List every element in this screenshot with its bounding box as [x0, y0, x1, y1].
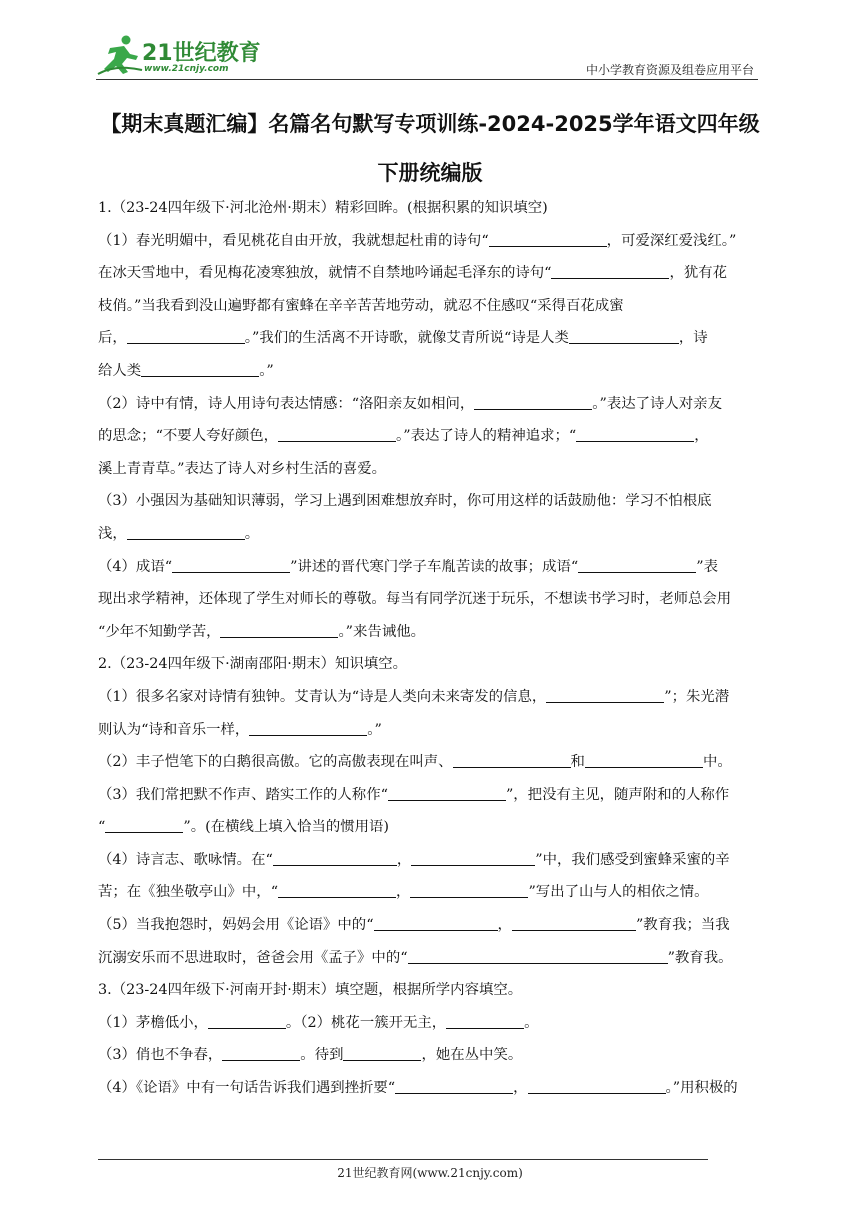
- q1-part1-cont: 枝俏。”当我看到没山遍野都有蜜蜂在辛辛苦苦地劳动，就忍不住感叹“采得百花成蜜: [98, 297, 624, 314]
- answer-blank[interactable]: [446, 1013, 524, 1028]
- answer-blank[interactable]: [408, 948, 668, 963]
- q1-part2: （2）诗中有情，诗人用诗句表达情感：“洛阳亲友如相问， 。”表达了诗人对亲友: [98, 395, 722, 412]
- q1-part3-cont: 浅， 。: [98, 525, 260, 542]
- logo-text: 21世纪教育: [142, 41, 261, 66]
- answer-blank[interactable]: [222, 1046, 300, 1061]
- answer-blank[interactable]: [343, 1046, 421, 1061]
- q3-part3: （4）《论语》中有一句话告诉我们遇到挫折要“ ， 。”用积极的: [98, 1080, 738, 1097]
- q2-part5-cont: 沉溺安乐而不思进取时，爸爸会用《孟子》中的“ ”教育我。: [98, 949, 733, 966]
- site-logo: [96, 34, 266, 80]
- q1-part1: （1）春光明媚中，看见桃花自由开放，我就想起杜甫的诗句“ ，可爱深红爱浅红。”: [98, 232, 737, 249]
- question-2-heading: 2.（23-24四年级下·湖南邵阳·期末）知识填空。: [98, 656, 408, 673]
- answer-blank[interactable]: [578, 557, 696, 572]
- q1-part3: （3）小强因为基础知识薄弱，学习上遇到困难想放弃时，你可用这样的话鼓励他：学习不怕根底: [98, 493, 712, 510]
- q2-part1: （1）很多名家对诗情有独钟。艾青认为“诗是人类向未来寄发的信息， ”；朱光潜: [98, 688, 730, 705]
- runner-logo-icon: [96, 34, 144, 76]
- answer-blank[interactable]: [208, 1013, 286, 1028]
- document-body: [98, 192, 766, 1105]
- question-1-heading: 1.（23-24四年级下·河北沧州·期末）精彩回眸。(根据积累的知识填空): [98, 200, 548, 216]
- title-line-2: 下册统编版: [377, 161, 483, 185]
- answer-blank[interactable]: [410, 883, 528, 898]
- answer-blank[interactable]: [395, 1079, 513, 1094]
- answer-blank[interactable]: [141, 362, 259, 377]
- platform-label: 中小学教育资源及组卷应用平台: [585, 63, 754, 77]
- q2-part1-cont: 则认为“诗和音乐一样， 。”: [98, 721, 382, 738]
- q1-part4: （4）成语“ ”讲述的晋代寒门学子车胤苦读的故事；成语“ ”表: [98, 558, 718, 575]
- answer-blank[interactable]: [576, 427, 694, 442]
- answer-blank[interactable]: [249, 720, 367, 735]
- q1-part2-cont: 溪上青青草。”表达了诗人对乡村生活的喜爱。: [98, 460, 386, 477]
- answer-blank[interactable]: [551, 264, 669, 279]
- answer-blank[interactable]: [474, 394, 592, 409]
- answer-blank[interactable]: [278, 427, 396, 442]
- q2-part2: （2）丰子恺笔下的白鹅很高傲。它的高傲表现在叫声、 和 中。: [98, 754, 732, 771]
- q2-part4: （4）诗言志、歌咏情。在“ ， ”中，我们感受到蜜蜂采蜜的辛: [98, 851, 730, 868]
- q1-part4-cont: 现出求学精神，还体现了学生对师长的尊敬。每当有同学沉迷于玩乐，不想读书学习时，老师总会用: [98, 591, 732, 608]
- footer-divider: [98, 1159, 708, 1160]
- answer-blank[interactable]: [127, 329, 245, 344]
- answer-blank[interactable]: [546, 688, 664, 703]
- answer-blank[interactable]: [127, 525, 245, 540]
- answer-blank[interactable]: [278, 883, 396, 898]
- q2-part3: （3）我们常把默不作声、踏实工作的人称作“ ”，把没有主见，随声附和的人称作: [98, 786, 730, 803]
- q1-part2-cont: 的思念；“不要人夸好颜色， 。”表达了诗人的精神追求；“ ，: [98, 428, 709, 445]
- question-3-heading: 3.（23-24四年级下·河南开封·期末）填空题，根据所学内容填空。: [98, 982, 523, 999]
- answer-blank[interactable]: [489, 231, 607, 246]
- answer-blank[interactable]: [512, 916, 636, 931]
- footer-text: 21世纪教育网(www.21cnjy.com): [337, 1166, 523, 1180]
- q2-part5: （5）当我抱怨时，妈妈会用《论语》中的“ ， ”教育我；当我: [98, 917, 730, 934]
- q1-part1-cont: 给人类 。”: [98, 362, 274, 379]
- q1-part4-cont: “少年不知勤学苦， 。”来告诫他。: [98, 623, 425, 640]
- answer-blank[interactable]: [105, 818, 183, 833]
- answer-blank[interactable]: [388, 785, 506, 800]
- q2-part3-cont: “ ”。(在横线上填入恰当的惯用语): [98, 819, 390, 836]
- title-line-1: 【期末真题汇编】名篇名句默写专项训练-2024-2025学年语文四年级: [100, 112, 760, 136]
- answer-blank[interactable]: [453, 753, 571, 768]
- answer-blank[interactable]: [585, 753, 703, 768]
- header-divider: [96, 79, 758, 80]
- q3-part1: （1）茅檐低小， 。（2）桃花一簇开无主， 。: [98, 1014, 539, 1031]
- q2-part4-cont: 苦；在《独坐敬亭山》中，“ ， ”写出了山与人的相依之情。: [98, 884, 709, 901]
- answer-blank[interactable]: [172, 557, 290, 572]
- q1-part1-cont: 后， 。”我们的生活离不开诗歌，就像艾青所说“诗是人类 ，诗: [98, 330, 708, 347]
- logo-url: www.21cnjy.com: [144, 64, 229, 74]
- answer-blank[interactable]: [374, 916, 498, 931]
- answer-blank[interactable]: [528, 1079, 666, 1094]
- answer-blank[interactable]: [569, 329, 679, 344]
- q3-part2: （3）俏也不争春， 。待到 ，她在丛中笑。: [98, 1047, 523, 1064]
- answer-blank[interactable]: [220, 622, 338, 637]
- document-title: [96, 100, 764, 198]
- q1-part1-cont: 在冰天雪地中，看见梅花凌寒独放，就情不自禁地吟诵起毛泽东的诗句“ ，犹有花: [98, 265, 728, 282]
- answer-blank[interactable]: [273, 850, 397, 865]
- answer-blank[interactable]: [411, 850, 535, 865]
